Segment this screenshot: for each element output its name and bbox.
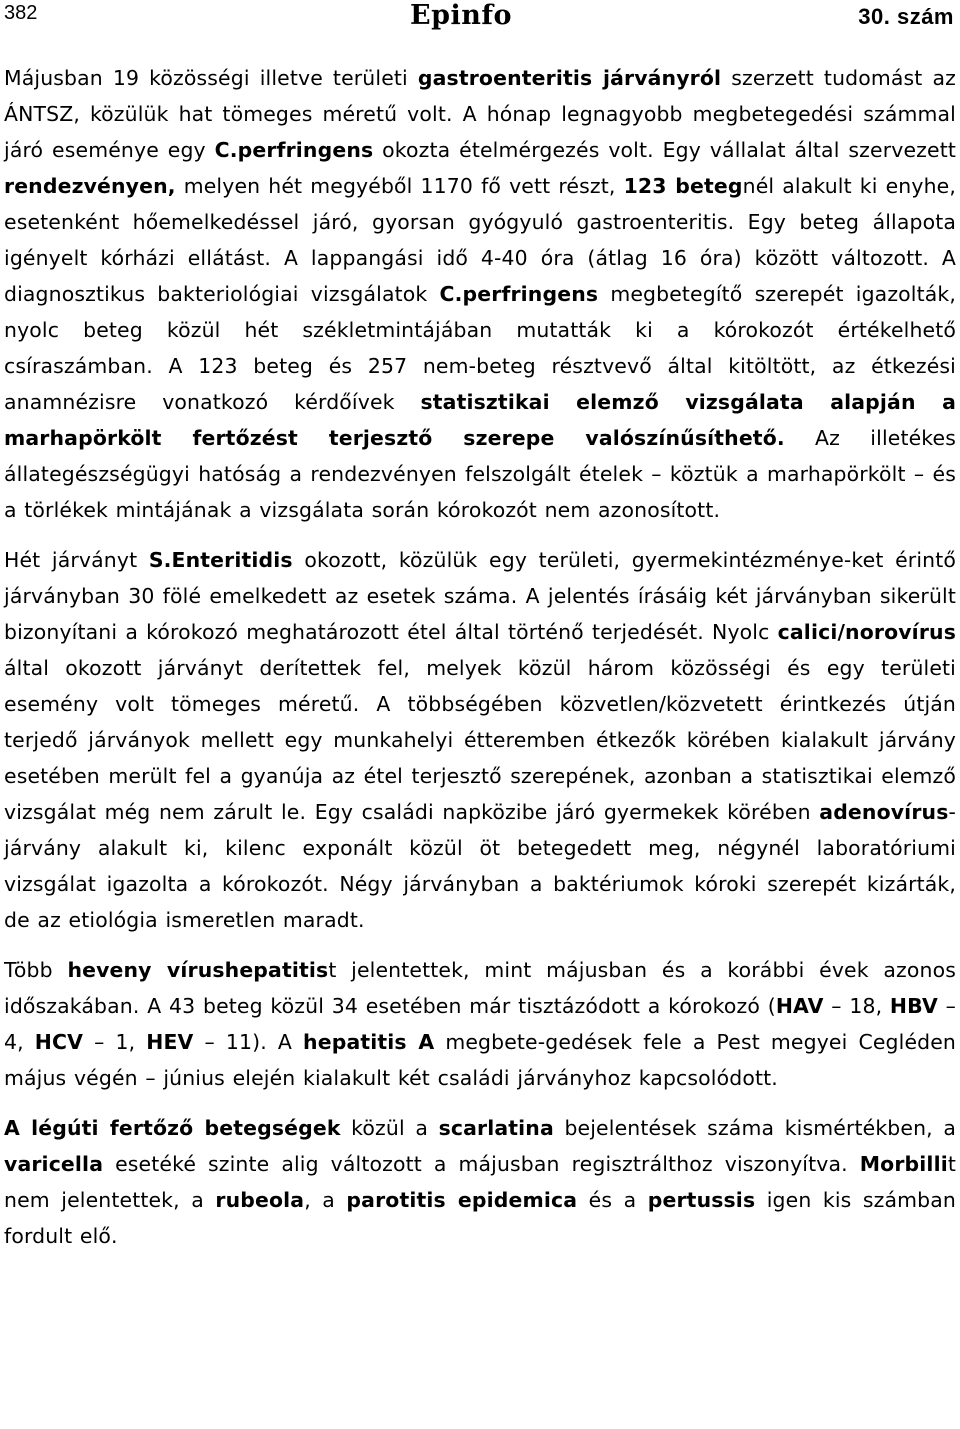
- emphasized-term: HBV: [889, 994, 938, 1018]
- text-run: megbete-gedések fele a Pest megyei Cegléden május végén – június elején kialakult két családi járványhoz kapcsolódott.: [4, 1030, 957, 1090]
- text-run: által okozott járványt derítettek fel, melyek közül három közösségi és egy területi esemény volt tömeges méretű. A többségében közvetlen/közvetett érintkezés útján terjedő járványok mellett egy munkahelyi étteremben étkezők körében kialakult járvány esetében merült fel a gyanúja az étel terjesztő szerepének, azonban a statisztikai elemző vizsgálat még nem zárult le. Egy családi napközibe járó gyermekek körében: [4, 656, 956, 824]
- emphasized-term: varicella: [4, 1152, 104, 1176]
- paragraph-respiratory-infections: [4, 1110, 956, 1254]
- emphasized-term: rendezvényen,: [4, 174, 176, 198]
- emphasized-term: parotitis epidemica: [346, 1188, 578, 1212]
- text-run: bejelentések száma kismértékben, a: [553, 1116, 956, 1140]
- paragraph-enteritidis-norovirus: [4, 542, 956, 938]
- emphasized-term: hepatitis A: [303, 1030, 435, 1054]
- emphasized-term: scarlatina: [438, 1116, 554, 1140]
- text-run: – 4,: [4, 994, 956, 1054]
- text-run: , a: [304, 1188, 347, 1212]
- page-header: [0, 0, 960, 40]
- text-run: esetéké szinte alig változott a májusban regisztrálthoz viszonyítva.: [103, 1152, 860, 1176]
- text-run: Májusban 19 közösségi illetve területi: [4, 66, 418, 90]
- text-run: – 18,: [823, 994, 890, 1018]
- text-run: Több: [4, 958, 68, 982]
- text-run: okozott, közülük egy területi, gyermekintézménye-ket érintő járványban 30 fölé emelkedett az esetek száma. A jelentés írásáig két járványban sikerült bizonyítani a kórokozó meghatározott étel által történő terjedését. Nyolc: [4, 548, 956, 644]
- emphasized-term: adenovírus: [819, 800, 949, 824]
- emphasized-term: HCV: [34, 1030, 84, 1054]
- emphasized-term: 123 beteg: [623, 174, 743, 198]
- text-run: – 11). A: [193, 1030, 304, 1054]
- emphasized-term: HAV: [775, 994, 824, 1018]
- emphasized-term: C.perfringens: [214, 138, 374, 162]
- emphasized-term: Morbilli: [859, 1152, 948, 1176]
- article-body: [4, 60, 956, 1268]
- emphasized-term: HEV: [146, 1030, 194, 1054]
- paragraph-viral-hepatitis: [4, 952, 956, 1096]
- text-run: közül a: [340, 1116, 439, 1140]
- text-run: okozta ételmérgezés volt. Egy vállalat által szervezett: [373, 138, 956, 162]
- emphasized-term: C.perfringens: [439, 282, 599, 306]
- text-run: – 1,: [83, 1030, 147, 1054]
- text-run: t nem jelentettek, a: [4, 1152, 956, 1212]
- emphasized-term: calici/norovírus: [777, 620, 956, 644]
- emphasized-term: statisztikai elemző vizsgálata alapján a marhapörkölt fertőzést terjesztő szerepe valószínűsíthető.: [4, 390, 956, 450]
- issue-number: 30. szám: [858, 4, 954, 29]
- text-run: -járvány alakult ki, kilenc exponált közül öt betegedett meg, négynél laboratóriumi vizsgálat igazolta a kórokozót. Négy járványban a baktériumok kóroki szerepét kizárták, de az etiológia ismeretlen maradt.: [4, 800, 956, 932]
- paragraph-gastroenteritis: [4, 60, 956, 528]
- text-run: melyen hét megyéből 1170 fő vett részt,: [175, 174, 624, 198]
- text-run: Hét járványt: [4, 548, 149, 572]
- text-run: nél alakult ki enyhe, esetenként hőemelkedéssel járó, gyorsan gyógyuló gastroenteritis. Egy beteg állapota igényelt kórházi ellátást. A lappangási idő 4-40 óra (átlag 16 óra) között változott. A diagnosztikus bakteriológiai vizsgálatok: [4, 174, 956, 306]
- emphasized-term: gastroenteritis járványról: [417, 66, 722, 90]
- emphasized-term: S.Enteritidis: [148, 548, 293, 572]
- emphasized-term: pertussis: [647, 1188, 756, 1212]
- text-run: Az illetékes állategészségügyi hatóság a rendezvényen felszolgált ételek – köztük a marhapörkölt – és a törlékek mintájának a vizsgálata során kórokozót nem azonosított.: [4, 426, 956, 522]
- text-run: t jelentettek, mint májusban és a korábbi évek azonos időszakában. A 43 beteg közül 34 esetében már tisztázódott a kórokozó (: [4, 958, 956, 1018]
- journal-logo: Epinfo: [410, 0, 512, 31]
- emphasized-term: A légúti fertőző betegségek: [4, 1116, 341, 1140]
- text-run: szerzett tudomást az ÁNTSZ, közülük hat tömeges méretű volt. A hónap legnagyobb megbetegedési számmal járó eseménye egy: [4, 66, 956, 162]
- emphasized-term: heveny vírushepatitis: [67, 958, 329, 982]
- text-run: igen kis számban fordult elő.: [4, 1188, 956, 1248]
- emphasized-term: rubeola: [215, 1188, 305, 1212]
- text-run: és a: [577, 1188, 648, 1212]
- page-number: 382: [4, 2, 38, 24]
- text-run: megbetegítő szerepét igazolták, nyolc beteg közül hét székletmintájában mutatták ki a kórokozót értékelhető csíraszámban. A 123 beteg és 257 nem-beteg résztvevő által kitöltött, az étkezési anamnézisre vonatkozó kérdőívek: [4, 282, 956, 414]
